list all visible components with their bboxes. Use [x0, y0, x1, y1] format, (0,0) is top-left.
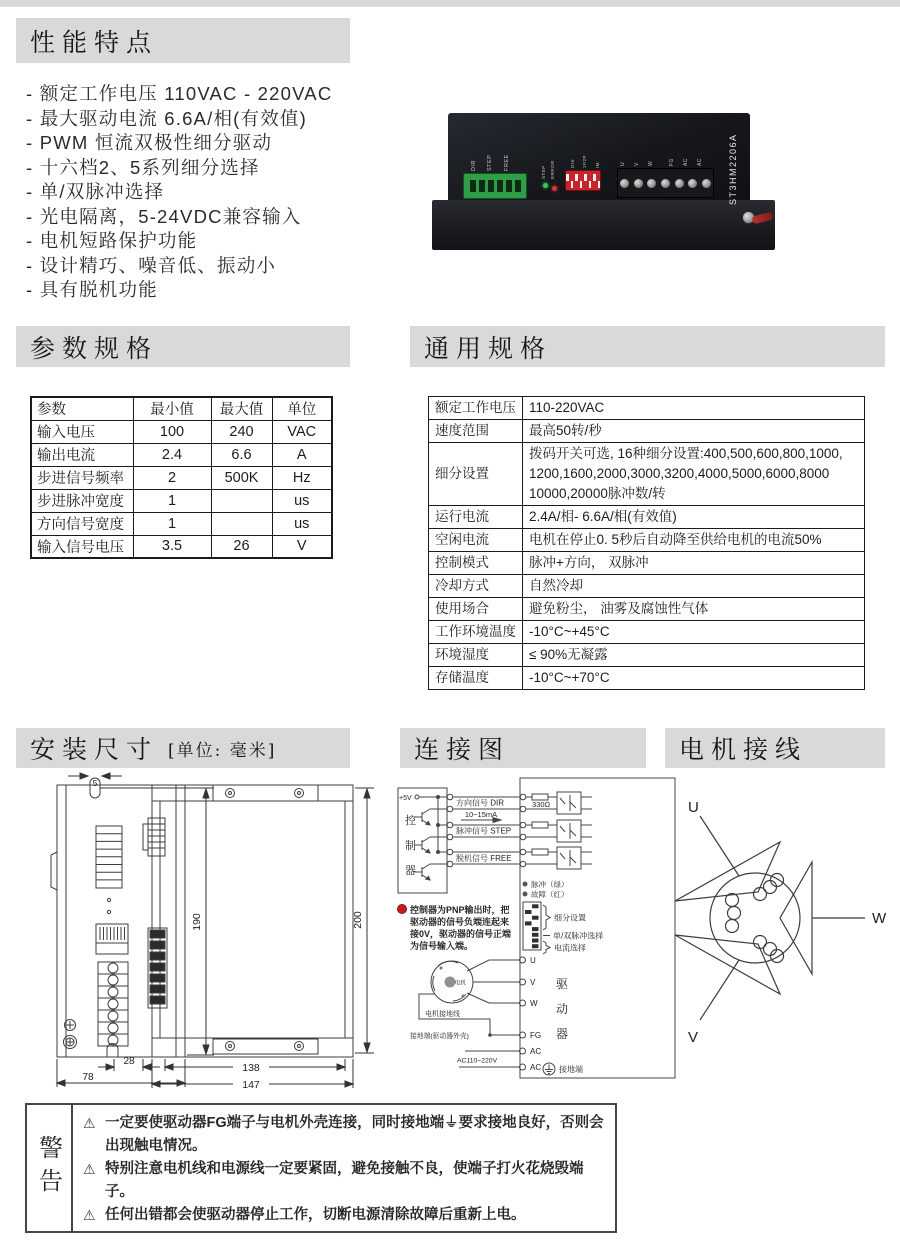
red-led-label: 故障（红）: [531, 890, 569, 899]
terminal-label: U: [620, 161, 626, 166]
green-led-label: 脉冲（绿）: [531, 880, 569, 889]
cell: A: [272, 443, 332, 466]
table-row: [31, 466, 332, 489]
spec-label: 冷却方式: [429, 575, 523, 598]
spec-label: 速度范围: [429, 420, 523, 443]
dip-label: DIV: [570, 158, 575, 168]
table-header-row: [31, 397, 332, 420]
earth-label: 接地端: [559, 1065, 583, 1074]
spec-label: 控制模式: [429, 552, 523, 575]
cell: 步进信号频率: [31, 466, 133, 489]
cell: 2: [133, 466, 211, 489]
spec-value: 最高50转/秒: [523, 420, 865, 443]
spec-value: 2.4A/相- 6.6A/相(有效值): [523, 506, 865, 529]
case-ground-label: 接地端(驱动器外壳): [410, 1033, 469, 1040]
dip-group-label: 单/双脉冲选择: [553, 931, 604, 941]
dip-toggle: [566, 174, 569, 181]
table-row: [429, 443, 865, 506]
phase-v-label: V: [688, 1029, 699, 1046]
dip-label: IM: [595, 162, 600, 168]
motor-winding-drawing: [675, 816, 865, 1020]
dip-toggle: [598, 181, 601, 188]
spec-label: 工作环境温度: [429, 621, 523, 644]
param-spec-table: [30, 396, 333, 559]
cell: [211, 489, 272, 512]
dip-switch: [565, 170, 601, 191]
connector-slot: [497, 180, 503, 192]
params-title-text: 参数规格: [30, 333, 159, 363]
pnp-note-line: 控制器为PNP输出时，把: [410, 905, 510, 915]
controller-label: 制: [405, 840, 416, 852]
dip-group-label: 细分设置: [554, 913, 586, 923]
cell: 输入信号电压: [31, 535, 133, 558]
feature-item: - 设计精巧、噪音低、振动小: [26, 254, 277, 276]
controller-label: 器: [405, 865, 416, 877]
dip-toggle: [575, 174, 578, 181]
motor-wiring-diagram: [660, 772, 900, 1072]
model-label: ST3HM2206A: [728, 133, 738, 205]
feature-item: - 最大驱动电流 6.6A/相(有效值): [26, 107, 307, 129]
connector-slot: [515, 180, 521, 192]
cell: [211, 512, 272, 535]
dim-hole-spacing: 138: [242, 1062, 260, 1074]
dip-group-label: 电流选择: [554, 943, 586, 953]
cell: 1: [133, 512, 211, 535]
dimension-lines: [57, 773, 374, 1088]
cell: 2.4: [133, 443, 211, 466]
cell: 方向信号宽度: [31, 512, 133, 535]
terminal-ac: AC: [530, 1063, 542, 1072]
power-terminal-block: [617, 168, 714, 198]
spec-value: 避免粉尘， 油雾及腐蚀性气体: [523, 598, 865, 621]
table-row: [31, 420, 332, 443]
table-row: [429, 575, 865, 598]
spec-value: 自然冷却: [523, 575, 865, 598]
connection-diagram: [393, 772, 683, 1097]
section-title-connection: [400, 728, 646, 768]
general-title-text: 通用规格: [424, 333, 553, 363]
connector-slot: [488, 180, 494, 192]
cell: 6.6: [211, 443, 272, 466]
product-photo: [425, 105, 895, 265]
warning-text: 特别注意电机线和电源线一定要紧固，避免接触不良，使端子打火花烧毁端子。: [105, 1160, 584, 1200]
dim-slot: 28: [123, 1056, 135, 1067]
warning-triangle-icon: ⚠: [83, 1206, 96, 1223]
ac-supply-label: AC110~220V: [457, 1057, 498, 1065]
cell: 240: [211, 420, 272, 443]
section-title-general: [410, 326, 885, 367]
table-row: [429, 420, 865, 443]
feature-item: - 单/双脉冲选择: [26, 181, 165, 202]
feature-item: - PWM 恒流双极性细分驱动: [26, 132, 273, 153]
cell: 输入电压: [31, 420, 133, 443]
connection-title-text: 连接图: [414, 735, 511, 764]
feature-item: - 光电隔离，5-24VDC兼容输入: [26, 205, 302, 227]
warning-text: 任何出错都会使驱动器停止工作，切断电源清除故障后重新上电。: [105, 1206, 526, 1223]
dim-front-width: 147: [242, 1079, 260, 1091]
controller-label: 控: [405, 815, 416, 827]
header-cell: 最小值: [133, 397, 211, 420]
front-view: [143, 785, 353, 1057]
table-row: [31, 443, 332, 466]
pnp-note-line: 驱动器的信号负端连起来: [410, 917, 510, 927]
cell: VAC: [272, 420, 332, 443]
header-cell: 最大值: [211, 397, 272, 420]
connector-pin-label: DIR: [471, 160, 477, 171]
led-label: ERROR: [550, 160, 555, 179]
step-led: [543, 183, 548, 188]
table-row: [429, 397, 865, 420]
terminal-screw: [674, 178, 685, 189]
spec-value: 拨码开关可选, 16种细分设置:400,500,600,800,1000, 1200,1600,2000,3000,3200,4000,5000,6000,8000 10000,20000脉冲数/转: [523, 443, 865, 506]
cell: V: [272, 535, 332, 558]
feature-item: - 十六档2、5系列细分选择: [26, 156, 260, 178]
dim-tab: 5: [92, 778, 98, 788]
spec-value: 电机在停止0. 5秒后自动降至供给电机的电流50%: [523, 529, 865, 552]
warning-items: [73, 1105, 615, 1231]
feature-item: - 电机短路保护功能: [26, 230, 198, 251]
cell: 100: [133, 420, 211, 443]
header-cell: 参数: [31, 397, 133, 420]
warning-triangle-icon: ⚠: [83, 1160, 96, 1177]
terminal-screw: [687, 178, 698, 189]
dip-toggle: [571, 181, 574, 188]
feature-list: [26, 82, 416, 303]
spec-label: 运行电流: [429, 506, 523, 529]
terminal-label: V: [634, 162, 640, 166]
dir-signal-label: 方向信号 DIR: [456, 798, 504, 808]
general-spec-table: [428, 396, 865, 690]
cell: Hz: [272, 466, 332, 489]
section-title-params: [16, 326, 350, 367]
table-row: [429, 598, 865, 621]
motor-title-text: 电机接线: [679, 735, 808, 764]
connector-pin-label: STEP: [487, 154, 493, 171]
features-title-text: 性能特点: [30, 27, 159, 57]
plus5v-label: +5V: [399, 795, 412, 802]
spec-value: ≤ 90%无凝露: [523, 644, 865, 667]
table-row: [429, 506, 865, 529]
current-label: 10~15mA: [464, 810, 498, 819]
table-row: [31, 489, 332, 512]
table-row: [31, 512, 332, 535]
mounting-title-text: 安装尺寸: [30, 735, 159, 764]
cell: us: [272, 489, 332, 512]
pnp-note-line: 为信号输入端。: [410, 941, 474, 951]
driver-label: 驱: [556, 977, 569, 991]
spec-label: 额定工作电压: [429, 397, 523, 420]
motor-ground-label: 电机接地线: [425, 1011, 460, 1018]
cell: us: [272, 512, 332, 535]
driver-mounting-plate: [432, 200, 775, 250]
spec-label: 细分设置: [429, 443, 523, 506]
warning-title: 警告: [27, 1105, 73, 1231]
driver-label: 器: [556, 1027, 569, 1041]
spec-value: 110-220VAC: [523, 397, 865, 420]
dip-toggle: [584, 174, 587, 181]
top-strip: [0, 0, 900, 7]
mounting-dimension-drawing: [10, 772, 390, 1092]
dip-label: 1P2P: [582, 154, 587, 168]
cell: 3.5: [133, 535, 211, 558]
table-row: [429, 552, 865, 575]
motor-label: 电机: [455, 980, 467, 987]
spec-value: -10°C~+70°C: [523, 667, 865, 690]
cell: 26: [211, 535, 272, 558]
table-row: [429, 644, 865, 667]
connector-slot: [506, 180, 512, 192]
connector-pin-label: FREE: [504, 154, 510, 171]
section-title-mounting: [16, 728, 350, 768]
terminal-screw: [633, 178, 644, 189]
terminal-label: AC: [697, 158, 703, 166]
spec-label: 存储温度: [429, 667, 523, 690]
terminal-v: V: [530, 978, 536, 987]
dim-front-height: 200: [352, 911, 364, 929]
dip-toggle: [589, 181, 592, 188]
phase-w-label: W: [872, 910, 887, 927]
spec-label: 环境湿度: [429, 644, 523, 667]
dip-toggle: [580, 181, 583, 188]
dip-toggle: [593, 174, 596, 181]
table-row: [429, 621, 865, 644]
terminal-label: AC: [683, 158, 689, 166]
terminal-screw: [619, 178, 630, 189]
terminal-label: W: [648, 160, 654, 166]
terminal-label: FG: [669, 158, 675, 166]
terminal-screw: [660, 178, 671, 189]
feature-item: - 具有脱机功能: [26, 279, 158, 300]
cell: 500K: [211, 466, 272, 489]
feature-item: - 额定工作电压 110VAC - 220VAC: [26, 83, 333, 104]
free-signal-label: 脱机信号 FREE: [456, 854, 512, 863]
dim-side-width: 78: [82, 1072, 94, 1083]
terminal-screw: [701, 178, 712, 189]
terminal-screw: [646, 178, 657, 189]
warning-item: [83, 1158, 605, 1204]
step-signal-label: 脉冲信号 STEP: [456, 826, 512, 836]
driver-label: 动: [556, 1002, 569, 1016]
terminal-u: U: [530, 956, 536, 965]
resistor-label: 330Ω: [532, 800, 551, 809]
spec-value: 脉冲+方向， 双脉冲: [523, 552, 865, 575]
warning-box: [25, 1103, 617, 1233]
section-title-motor-wiring: [665, 728, 885, 768]
phase-u-label: U: [688, 799, 699, 816]
terminal-fg: FG: [530, 1031, 542, 1040]
pnp-note-line: 接0V，驱动器的信号正端: [410, 929, 512, 939]
warning-text: 一定要使驱动器FG端子与电机外壳连接，同时接地端⏚要求接地良好，否则会出现触电情况。: [105, 1114, 604, 1154]
spec-value: -10°C~+45°C: [523, 621, 865, 644]
error-led: [552, 186, 557, 191]
header-cell: 单位: [272, 397, 332, 420]
signal-connector: [463, 173, 527, 199]
mounting-unit-note: [单位: 毫米]: [168, 740, 277, 761]
table-row: [31, 535, 332, 558]
terminal-ac: AC: [530, 1047, 542, 1056]
warning-item: [83, 1112, 605, 1158]
table-row: [429, 667, 865, 690]
cell: 1: [133, 489, 211, 512]
cell: 步进脉冲宽度: [31, 489, 133, 512]
warning-item: [83, 1204, 605, 1227]
spec-label: 空闲电流: [429, 529, 523, 552]
table-row: [429, 529, 865, 552]
connector-slot: [479, 180, 485, 192]
connector-slot: [470, 180, 476, 192]
cell: 输出电流: [31, 443, 133, 466]
warning-triangle-icon: ⚠: [83, 1114, 96, 1131]
section-title-features: [16, 18, 350, 63]
terminal-w: W: [530, 999, 538, 1008]
dim-side-height: 190: [191, 913, 203, 931]
led-label: STEP: [541, 165, 546, 179]
spec-label: 使用场合: [429, 598, 523, 621]
